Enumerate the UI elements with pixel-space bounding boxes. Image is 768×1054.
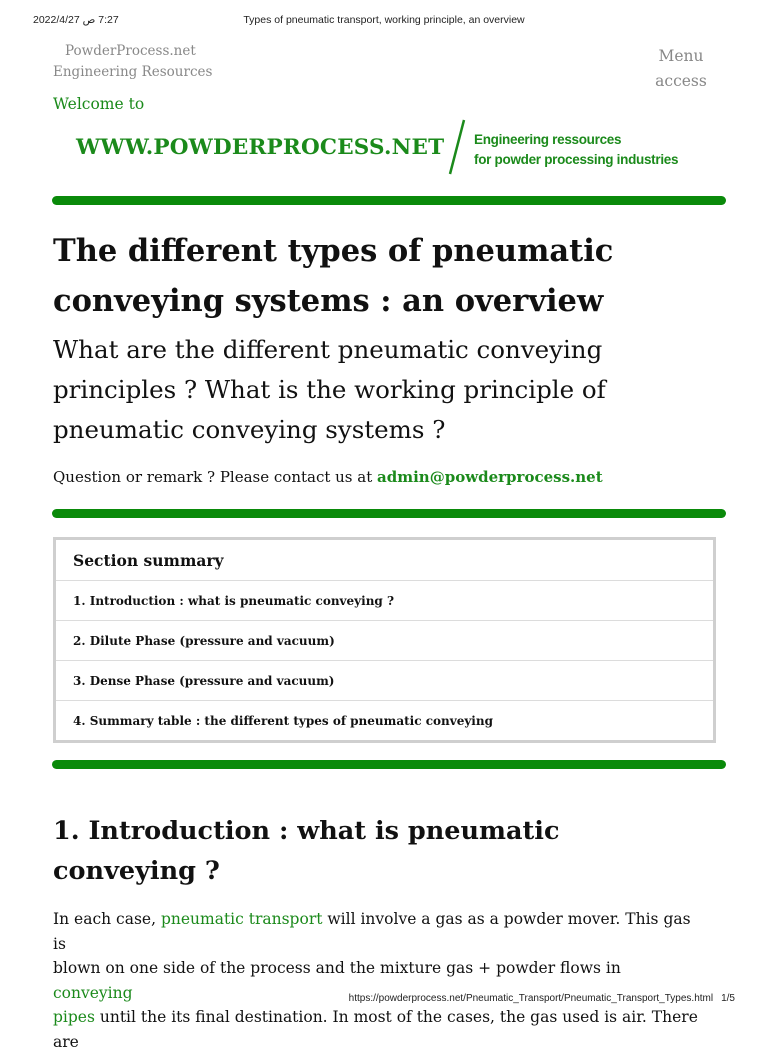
page-subtitle xyxy=(53,330,733,450)
green-divider-bottom xyxy=(52,760,726,769)
print-page-number: 1/5 xyxy=(721,993,735,1004)
site-subtitle: Engineering Resources xyxy=(53,64,213,80)
pneumatic-transport-link[interactable]: pneumatic transport xyxy=(160,910,323,928)
banner-site-url: WWW.POWDERPROCESS.NET xyxy=(76,135,445,160)
intro-text-3: blown on one side of the process and the mixture gas + powder flows in xyxy=(53,959,621,977)
intro-text-4: until the its final destination. In most of the cases, the gas used is air. There are xyxy=(53,1008,698,1051)
page-title xyxy=(53,226,733,326)
page-subtitle-line1: What are the different pneumatic conveying xyxy=(53,335,603,364)
summary-link-introduction[interactable]: 1. Introduction : what is pneumatic conveying ? xyxy=(56,581,713,621)
banner-tagline-line2: for powder processing industries xyxy=(474,152,679,167)
section-heading-line1: 1. Introduction : what is pneumatic xyxy=(53,816,560,846)
section-heading-introduction xyxy=(53,811,653,891)
contact-line xyxy=(53,468,603,486)
intro-paragraph xyxy=(53,907,703,1054)
banner-tagline xyxy=(474,130,678,170)
banner-tagline-line1: Engineering ressources xyxy=(474,132,622,147)
conveying-pipes-link-part2[interactable]: pipes xyxy=(53,1008,95,1026)
green-divider-middle xyxy=(52,509,726,518)
summary-link-dilute-phase[interactable]: 2. Dilute Phase (pressure and vacuum) xyxy=(56,621,713,661)
page-subtitle-line2: principles ? What is the working principle of xyxy=(53,375,606,404)
print-document-title: Types of pneumatic transport, working principle, an overview xyxy=(243,14,525,26)
page-title-line2: conveying systems : an overview xyxy=(53,283,604,319)
summary-link-dense-phase[interactable]: 3. Dense Phase (pressure and vacuum) xyxy=(56,661,713,701)
section-summary-heading: Section summary xyxy=(56,540,713,581)
welcome-text: Welcome to xyxy=(53,95,145,113)
site-name-link[interactable]: PowderProcess.net xyxy=(65,43,196,59)
section-heading-line2: conveying ? xyxy=(53,856,220,886)
banner-slash-divider xyxy=(444,118,468,178)
conveying-pipes-link-part1[interactable]: conveying xyxy=(53,983,133,1002)
intro-text-1: In each case, xyxy=(53,910,161,928)
menu-access-button[interactable] xyxy=(646,44,716,94)
summary-link-summary-table[interactable]: 4. Summary table : the different types of pneumatic conveying xyxy=(73,714,493,728)
contact-email-link[interactable]: admin@powderprocess.net xyxy=(377,468,603,486)
menu-label: Menu xyxy=(658,47,704,65)
intro-text-2: will involve a gas as a powder mover. This gas is xyxy=(53,910,691,953)
print-footer xyxy=(349,993,735,1004)
access-label: access xyxy=(655,72,707,90)
section-summary-box xyxy=(53,537,716,743)
green-divider-top xyxy=(52,196,726,205)
page-title-line1: The different types of pneumatic xyxy=(53,233,614,269)
page-subtitle-line3: pneumatic conveying systems ? xyxy=(53,415,446,444)
contact-text: Question or remark ? Please contact us at xyxy=(53,468,378,486)
print-footer-url: https://powderprocess.net/Pneumatic_Transport/Pneumatic_Transport_Types.html xyxy=(348,993,714,1004)
print-timestamp: 7:27 ص 2022/4/27 xyxy=(33,14,119,26)
